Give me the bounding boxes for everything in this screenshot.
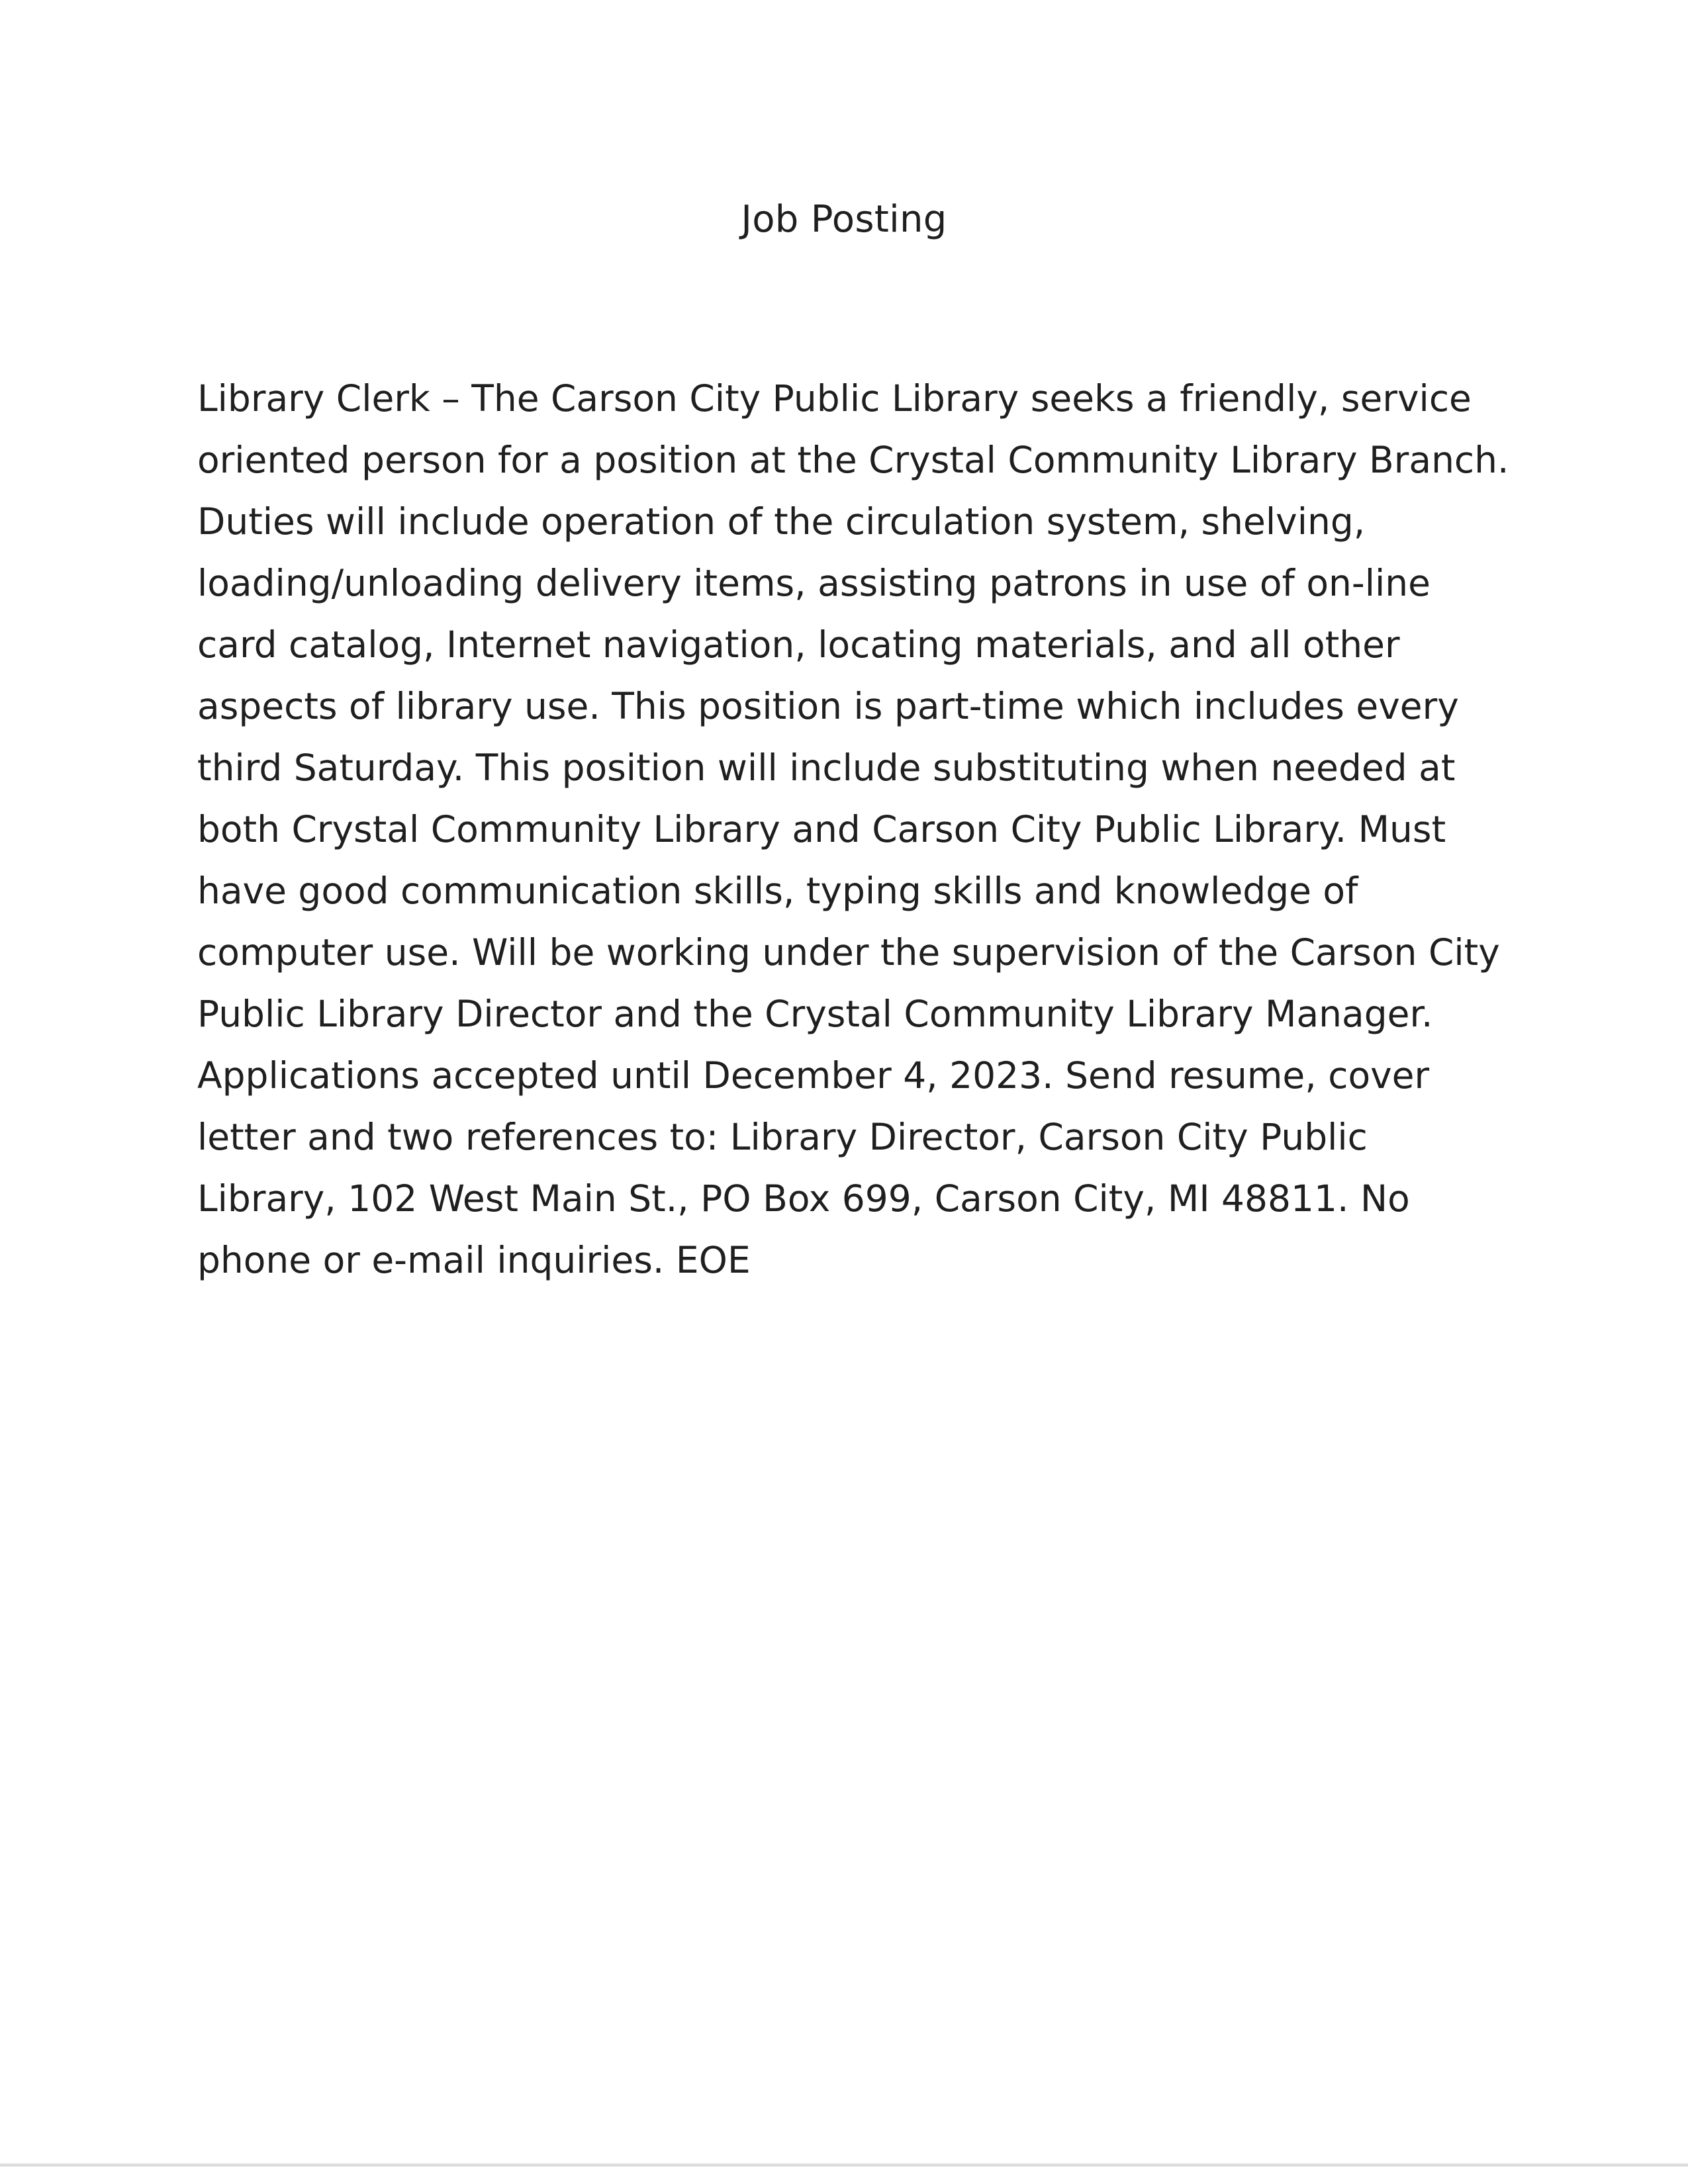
body-line: aspects of library use. This position is part-time which includes every xyxy=(197,685,1459,727)
body-line: card catalog, Internet navigation, locating materials, and all other xyxy=(197,623,1400,666)
body-line: letter and two references to: Library Director, Carson City Public xyxy=(197,1116,1368,1158)
body-line: oriented person for a position at the Crystal Community Library Branch. xyxy=(197,439,1509,481)
body-line: Public Library Director and the Crystal Community Library Manager. xyxy=(197,993,1433,1035)
body-line: have good communication skills, typing skills and knowledge of xyxy=(197,870,1358,912)
body-line: loading/unloading delivery items, assisting patrons in use of on-line xyxy=(197,562,1430,604)
job-description xyxy=(197,368,1509,1291)
page-title: Job Posting xyxy=(741,198,947,241)
body-line: Duties will include operation of the circulation system, shelving, xyxy=(197,500,1366,543)
body-line: Library Clerk – The Carson City Public Library seeks a friendly, service xyxy=(197,377,1472,420)
body-line: Applications accepted until December 4, 2023. Send resume, cover xyxy=(197,1054,1430,1097)
body-line: both Crystal Community Library and Carson City Public Library. Must xyxy=(197,808,1446,850)
body-line: computer use. Will be working under the supervision of the Carson City xyxy=(197,931,1500,974)
body-line: third Saturday. This position will include substituting when needed at xyxy=(197,747,1456,789)
body-line: Library, 102 West Main St., PO Box 699, Carson City, MI 48811. No xyxy=(197,1177,1410,1220)
body-line: phone or e-mail inquiries. EOE xyxy=(197,1239,751,1281)
scan-edge-line xyxy=(0,2163,1688,2167)
